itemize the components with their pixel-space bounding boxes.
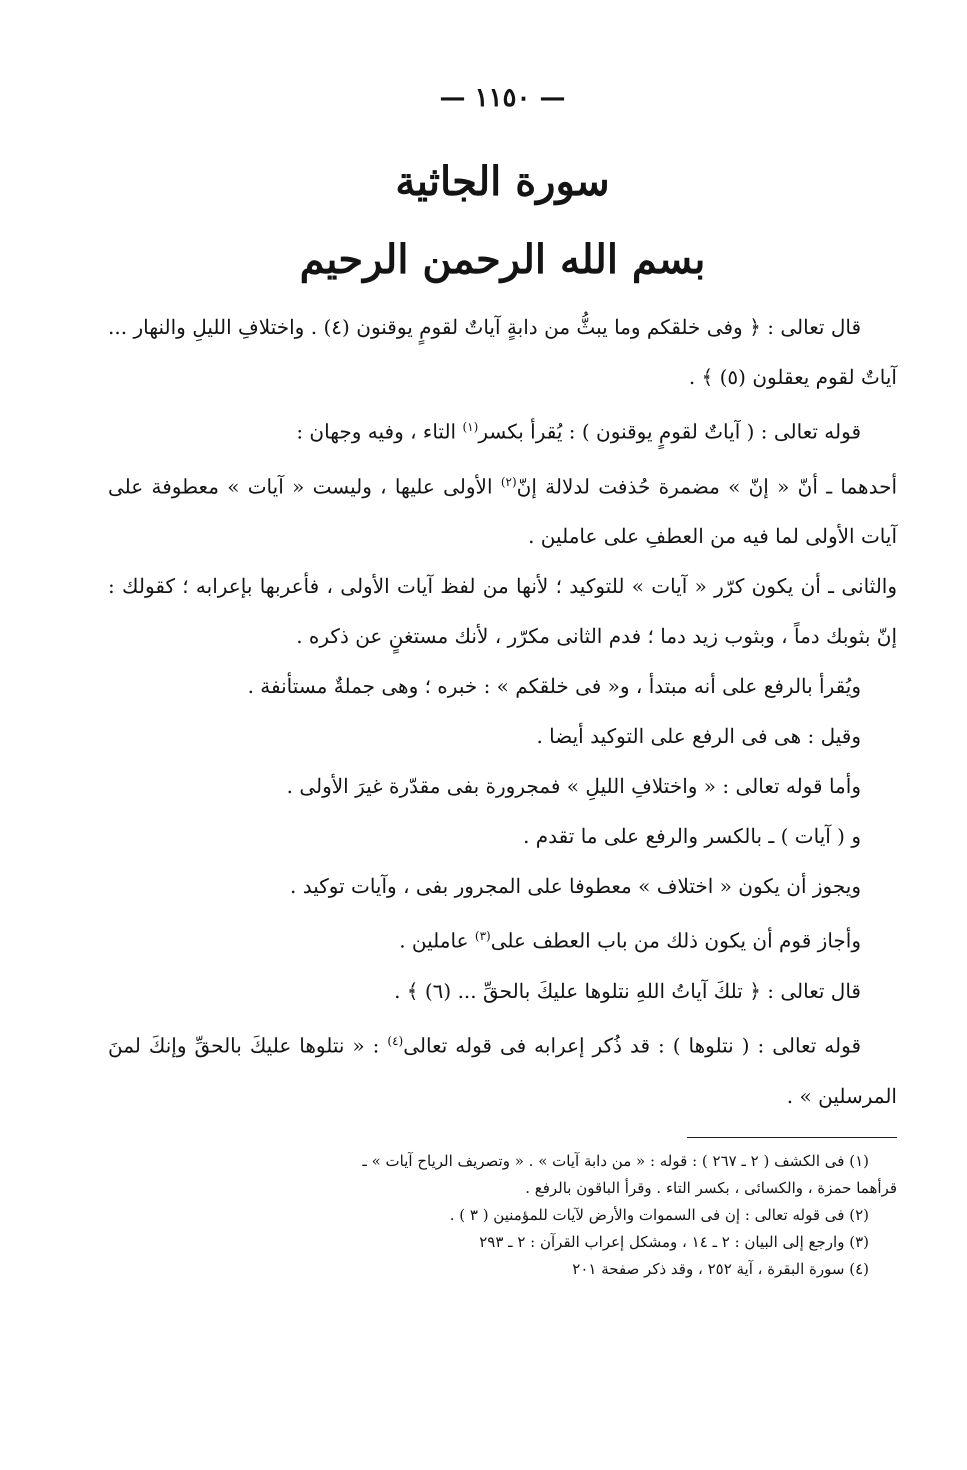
paragraph-second-aspect: والثانى ـ أن يكون كرّر « آيات » للتوكيد ؛ لأنها من لفظ آيات الأولى ، فأعربها بإعرابه ؛ كقولك : إنّ بثوبك دماً ، وبثوب زيد دما ؛ فدم الثانى مكرّر ، لأنك مستغنٍ عن ذكره . bbox=[108, 574, 898, 649]
footnote-2: (٢) فى قوله تعالى : إن فى السموات والأرض لآيات للمؤمنين ( ٣ ) . bbox=[449, 1205, 869, 1224]
footnote-ref-4: (٤) bbox=[387, 1033, 404, 1048]
surah-title: سورة الجاثية bbox=[395, 158, 610, 205]
footnote-4: (٤) سورة البقرة ، آية ٢٥٢ ، وقد ذكر صفحة ٢٠١ bbox=[572, 1259, 869, 1278]
paragraph-ikhtilaf: وأما قوله تعالى : « واختلافِ الليلِ » فمجرورة بفى مقدّرة غيرَ الأولى . bbox=[286, 774, 861, 799]
footnote-divider bbox=[687, 1137, 897, 1138]
paragraph-text: وأجاز قوم أن يكون ذلك من باب العطف على bbox=[490, 928, 861, 953]
paragraph-ajaz bbox=[108, 911, 897, 966]
paragraph-text: عاملين . bbox=[399, 928, 469, 953]
main-text bbox=[108, 302, 897, 1121]
footnote-3: (٣) وارجع إلى البيان : ٢ ـ ١٤ ، ومشكل إعراب القرآن : ٢ ـ ٢٩٣ bbox=[479, 1232, 869, 1251]
paragraph-qila: وقيل : هى فى الرفع على التوكيد أيضا . bbox=[536, 724, 861, 749]
footnote-ref-1: (١) bbox=[462, 420, 479, 434]
paragraph-ayat: و ( آيات ) ـ بالكسر والرفع على ما تقدم . bbox=[523, 824, 861, 849]
footnotes bbox=[108, 1148, 897, 1283]
verse-4-5: قال تعالى : ﴿ وفى خلقكم وما يبثُّ من دابةٍ آياتٌ لقومٍ يوقنون (٤) . واختلافِ الليلِ والنهار ... آياتٌ لقوم يعقلون (٥) ﴾ . bbox=[108, 315, 897, 389]
paragraph-text: قوله تعالى : ( آياتٌ لقومٍ يوقنون ) : يُقرأ بكسر bbox=[478, 419, 861, 444]
paragraph-text: التاء ، وفيه وجهان : bbox=[296, 419, 457, 444]
paragraph-reading bbox=[108, 402, 897, 457]
paragraph-text: الأولى عليها ، وليست « آيات » معطوفة على آيات الأولى لما فيه من العطفِ على عاملين . bbox=[108, 474, 897, 549]
footnote-1: (١) فى الكشف ( ٢ ـ ٢٦٧ ) : قوله : « من دابة آيات » . « وتصريف الرياح آيات » ـ bbox=[362, 1151, 869, 1170]
paragraph-text: قوله تعالى : ( نتلوها ) : قد ذُكر إعرابه فى قوله تعالى bbox=[403, 1033, 862, 1058]
paragraph-text: أحدهما ـ أنّ « إنّ » مضمرة حُذفت لدلالة إنّ bbox=[516, 474, 897, 499]
paragraph-raf: ويُقرأ بالرفع على أنه مبتدأ ، و« فى خلقكم » : خبره ؛ وهى جملةٌ مستأنفة . bbox=[247, 674, 861, 699]
footnote-1-continued: قرأهما حمزة ، والكسائى ، بكسر التاء . وقرأ الباقون بالرفع . bbox=[525, 1178, 897, 1197]
verse-6: قال تعالى : ﴿ تلكَ آياتُ اللهِ نتلوها عليكَ بالحقِّ ... (٦) ﴾ . bbox=[394, 978, 861, 1003]
footnote-ref-3: (٣) bbox=[474, 929, 491, 944]
basmala: بسم الله الرحمن الرحيم bbox=[299, 236, 706, 283]
footnote-ref-2: (٢) bbox=[500, 474, 517, 489]
page-number: — ١١٥٠ — bbox=[439, 83, 566, 113]
paragraph-yajuz: ويجوز أن يكون « اختلاف » معطوفا على المجرور بفى ، وآيات توكيد . bbox=[289, 874, 861, 899]
paragraph-first-aspect bbox=[108, 457, 897, 562]
paragraph-natluha bbox=[108, 1016, 897, 1121]
paragraph-text: : « نتلوها عليكَ بالحقِّ وإنكَ لمنَ المرسلين » . bbox=[108, 1033, 897, 1108]
